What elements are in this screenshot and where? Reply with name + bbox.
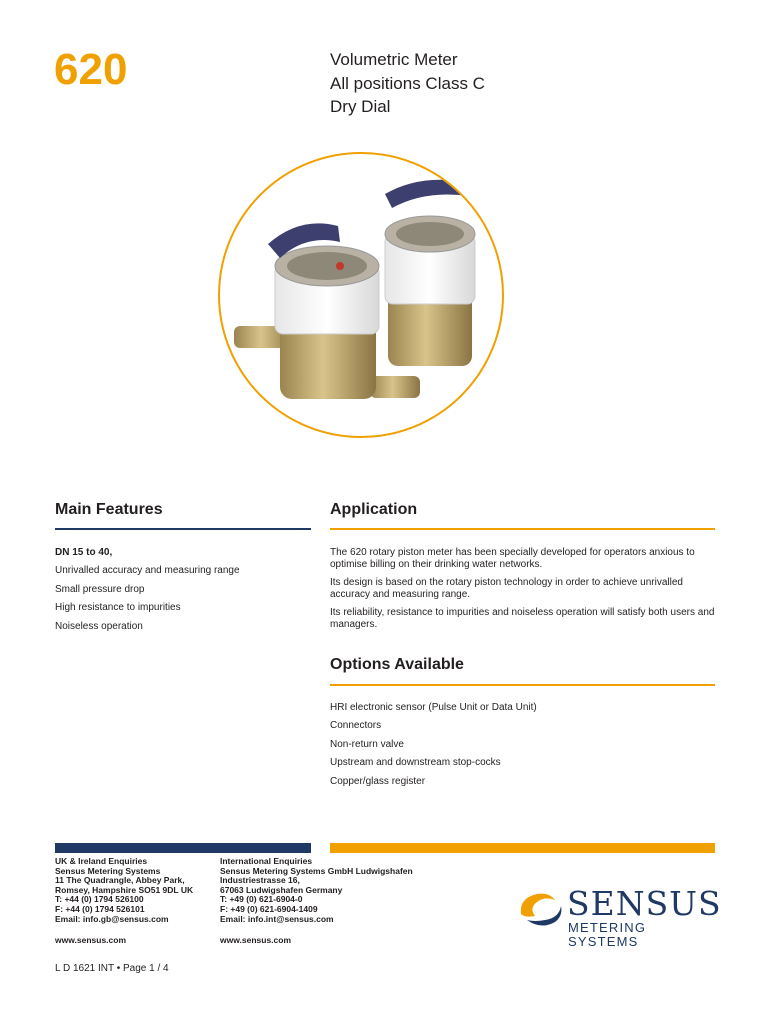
option-item: Copper/glass register bbox=[330, 776, 426, 787]
application-heading: Application bbox=[330, 501, 418, 518]
intl-contact-line: International Enquiries bbox=[220, 856, 313, 866]
uk-email[interactable]: Email: info.gb@sensus.com bbox=[55, 913, 169, 924]
uk-contact-block bbox=[55, 857, 193, 924]
feature-item: Small pressure drop bbox=[55, 584, 145, 595]
intl-contact-line: 67063 Ludwigshafen Germany bbox=[220, 884, 343, 895]
logo-subtitle: METERING SYSTEMS bbox=[568, 920, 647, 949]
application-paragraph: Its reliability, resistance to impurities and noiseless operation will satisfy both users and managers. bbox=[330, 607, 715, 630]
intl-email[interactable]: Email: info.int@sensus.com bbox=[220, 913, 334, 924]
footer-navy-bar bbox=[55, 843, 311, 853]
feature-item: Unrivalled accuracy and measuring range bbox=[55, 565, 240, 576]
main-features-heading: Main Features bbox=[55, 501, 163, 518]
application-paragraph: The 620 rotary piston meter has been specially developed for operators anxious to optimise billing on their drinking water networks. bbox=[330, 547, 695, 570]
sensus-logo bbox=[515, 884, 722, 949]
feature-item: DN 15 to 40, bbox=[55, 547, 113, 558]
feature-item: Noiseless operation bbox=[55, 621, 143, 632]
intl-contact-block bbox=[220, 857, 413, 924]
document-reference: L D 1621 INT • Page 1 / 4 bbox=[55, 963, 169, 974]
application-divider bbox=[330, 528, 715, 530]
product-title: Volumetric Meter bbox=[330, 50, 458, 69]
water-meters-illustration bbox=[220, 154, 502, 436]
intl-website-link[interactable]: www.sensus.com bbox=[220, 935, 292, 945]
main-features-divider bbox=[55, 528, 311, 530]
uk-contact-line: F: +44 (0) 1794 526101 bbox=[55, 903, 145, 914]
sensus-swirl-icon bbox=[515, 886, 565, 934]
uk-website-link[interactable]: www.sensus.com bbox=[55, 935, 127, 945]
uk-contact-line: UK & Ireland Enquiries bbox=[55, 856, 148, 866]
uk-contact-line: T: +44 (0) 1794 526100 bbox=[55, 894, 144, 905]
option-item: Upstream and downstream stop-cocks bbox=[330, 757, 501, 768]
intl-contact-line: T: +49 (0) 621-6904-0 bbox=[220, 894, 303, 905]
product-subtitle: All positions Class C bbox=[330, 74, 485, 93]
model-number: 620 bbox=[54, 45, 128, 94]
uk-contact-line: Romsey, Hampshire SO51 9DL UK bbox=[55, 884, 194, 895]
intl-contact-line: Industriestrasse 16, bbox=[220, 875, 300, 886]
option-item: HRI electronic sensor (Pulse Unit or Data Unit) bbox=[330, 702, 537, 713]
uk-contact-line: 11 The Quadrangle, Abbey Park, bbox=[55, 875, 185, 886]
product-subtitle-2: Dry Dial bbox=[330, 97, 391, 116]
uk-contact-line: Sensus Metering Systems bbox=[55, 865, 161, 876]
option-item: Connectors bbox=[330, 720, 382, 731]
feature-item: High resistance to impurities bbox=[55, 602, 181, 613]
footer-orange-bar bbox=[330, 843, 715, 853]
options-divider bbox=[330, 684, 715, 686]
logo-wordmark: SENSUS bbox=[567, 884, 722, 923]
options-heading: Options Available bbox=[330, 656, 464, 673]
intl-contact-line: F: +49 (0) 621-6904-1409 bbox=[220, 903, 318, 914]
option-item: Non-return valve bbox=[330, 739, 404, 750]
product-photo bbox=[218, 152, 504, 438]
intl-contact-line: Sensus Metering Systems GmbH Ludwigshafen bbox=[220, 865, 413, 876]
application-paragraph: Its design is based on the rotary piston technology in order to achieve unrivalled accuracy and measuring range. bbox=[330, 577, 683, 600]
